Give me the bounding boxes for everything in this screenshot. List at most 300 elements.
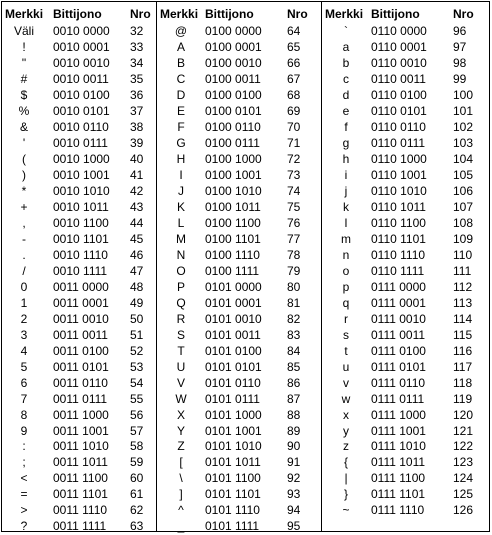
bits-cell: 0011 0000 — [53, 279, 109, 294]
char-cell: T — [177, 343, 185, 358]
char-cell: ` — [344, 24, 348, 38]
num-cell: 41 — [130, 167, 144, 182]
bits-cell: 0011 1001 — [53, 423, 109, 438]
header-row — [2, 5, 156, 23]
char-cell: : — [22, 439, 26, 454]
char-cell: Väli — [13, 24, 34, 38]
char-cell: g — [342, 135, 350, 150]
bits-cell: 0101 1011 — [205, 455, 261, 470]
num-cell: 40 — [130, 151, 144, 166]
char-cell: < — [20, 471, 28, 486]
num-cell: 69 — [287, 103, 301, 118]
char-cell: @ — [174, 24, 188, 38]
table-panel — [2, 2, 156, 534]
char-cell: U — [176, 359, 186, 374]
bits-cell: 0100 0110 — [205, 119, 261, 134]
bits-cell: 0110 0001 — [371, 39, 427, 54]
bits-cell: 0011 1100 — [53, 471, 108, 486]
num-cell: 50 — [130, 311, 144, 326]
char-cell: f — [344, 119, 348, 134]
num-cell: 102 — [453, 119, 474, 134]
char-cell: q — [342, 295, 350, 310]
bits-cell: 0101 0100 — [205, 343, 262, 358]
char-cell: 5 — [20, 359, 28, 374]
num-cell: 104 — [453, 151, 474, 166]
num-cell: 42 — [130, 183, 144, 198]
char-cell: l — [344, 215, 348, 230]
num-cell: 115 — [453, 327, 473, 342]
bits-cell: 0110 0110 — [371, 119, 426, 134]
bits-cell: 0111 0001 — [371, 295, 426, 310]
bits-cell: 0110 1101 — [371, 231, 426, 246]
header-row — [157, 5, 322, 23]
bits-cell: 0101 1111 — [205, 519, 260, 534]
bits-cell: 0011 1010 — [53, 439, 109, 454]
char-cell: n — [342, 247, 350, 262]
num-cell: 56 — [130, 407, 144, 422]
char-cell: ^ — [178, 503, 184, 518]
num-cell: 46 — [130, 247, 144, 262]
num-cell: 44 — [130, 215, 144, 230]
char-cell: t — [344, 343, 348, 358]
bits-cell: 0010 1001 — [53, 167, 110, 182]
bits-cell: 0100 1001 — [205, 167, 262, 182]
num-cell: 120 — [453, 407, 474, 422]
num-cell: 124 — [453, 471, 474, 486]
char-cell: / — [22, 263, 26, 278]
num-cell: 113 — [453, 295, 473, 310]
num-cell: 58 — [130, 439, 144, 454]
num-cell: 74 — [287, 183, 301, 198]
num-cell: 121 — [453, 423, 474, 438]
num-cell: 43 — [130, 199, 144, 214]
char-cell: j — [344, 183, 348, 198]
table-panel — [156, 2, 321, 534]
char-cell: 0 — [20, 279, 28, 294]
bits-cell: 0010 0010 — [53, 55, 110, 70]
num-cell: 32 — [130, 24, 144, 38]
bits-cell: 0111 1011 — [371, 455, 426, 470]
char-cell: c — [343, 71, 349, 86]
header-num: Nro — [130, 7, 151, 21]
num-cell: 94 — [287, 503, 301, 518]
num-cell: 73 — [287, 167, 301, 182]
num-cell: 119 — [453, 391, 473, 406]
num-cell: 66 — [287, 55, 301, 70]
char-cell: J — [178, 183, 184, 198]
char-cell: M — [176, 231, 186, 246]
char-cell: 7 — [20, 391, 28, 406]
bits-cell: 0110 1111 — [371, 263, 425, 278]
char-cell: 3 — [20, 327, 28, 342]
char-cell: I — [179, 167, 183, 182]
bits-cell: 0010 0001 — [53, 39, 110, 54]
num-cell: 91 — [287, 455, 301, 470]
bits-cell: 0110 1100 — [371, 215, 426, 230]
char-cell: & — [19, 119, 28, 134]
bits-cell: 0100 1011 — [205, 199, 261, 214]
char-cell: _ — [177, 519, 185, 534]
num-cell: 90 — [287, 439, 301, 454]
num-cell: 88 — [287, 407, 301, 422]
char-cell: ? — [20, 519, 28, 534]
char-cell: 6 — [20, 375, 28, 390]
bits-cell: 0011 0011 — [53, 327, 108, 342]
bits-cell: 0010 0100 — [53, 87, 110, 102]
char-cell: Q — [176, 295, 186, 310]
num-cell: 76 — [287, 215, 301, 230]
char-cell: p — [342, 279, 350, 294]
bits-cell: 0110 0011 — [371, 71, 426, 86]
header-char: Merkki — [5, 7, 44, 21]
table-row — [157, 517, 322, 535]
bits-cell: 0101 0111 — [205, 391, 260, 406]
char-cell: o — [342, 263, 350, 278]
header-row — [322, 5, 490, 23]
bits-cell: 0100 1000 — [205, 151, 262, 166]
char-cell: h — [342, 151, 350, 166]
bits-cell: 0010 0110 — [53, 119, 109, 134]
num-cell: 83 — [287, 327, 301, 342]
bits-cell: 0101 0001 — [205, 295, 262, 310]
num-cell: 106 — [453, 183, 474, 198]
bits-cell: 0011 0111 — [53, 391, 108, 406]
num-cell: 51 — [130, 327, 144, 342]
bits-cell: 0011 0101 — [53, 359, 109, 374]
bits-cell: 0101 1110 — [205, 503, 260, 518]
bits-cell: 0100 0010 — [205, 55, 262, 70]
bits-cell: 0101 0110 — [205, 375, 261, 390]
bits-cell: 0100 1010 — [205, 183, 262, 198]
num-cell: 108 — [453, 215, 474, 230]
bits-cell: 0101 1010 — [205, 439, 262, 454]
bits-cell: 0111 0011 — [371, 327, 426, 342]
char-cell: . — [22, 247, 26, 262]
num-cell: 99 — [453, 71, 467, 86]
bits-cell: 0111 1010 — [371, 439, 426, 454]
bits-cell: 0111 0110 — [371, 375, 426, 390]
num-cell: 112 — [453, 279, 473, 294]
char-cell: \ — [179, 471, 183, 486]
num-cell: 117 — [453, 359, 473, 374]
num-cell: 75 — [287, 199, 301, 214]
bits-cell: 0111 1110 — [371, 503, 425, 518]
bits-cell: 0010 1011 — [53, 199, 109, 214]
num-cell: 107 — [453, 199, 474, 214]
header-num: Nro — [453, 7, 474, 21]
char-cell: * — [21, 183, 27, 198]
num-cell: 39 — [130, 135, 144, 150]
char-cell: # — [20, 71, 28, 86]
num-cell: 93 — [287, 487, 301, 502]
char-cell: k — [343, 199, 349, 214]
char-cell: Z — [177, 439, 185, 454]
char-cell: G — [176, 135, 186, 150]
header-bits: Bittijono — [205, 7, 254, 21]
num-cell: 63 — [130, 519, 144, 534]
char-cell: | — [344, 471, 348, 486]
bits-cell: 0011 1111 — [53, 519, 107, 534]
bits-cell: 0110 0100 — [371, 87, 427, 102]
bits-cell: 0110 0000 — [371, 24, 427, 38]
bits-cell: 0111 0010 — [371, 311, 426, 326]
bits-cell: 0110 0010 — [371, 55, 427, 70]
char-cell: - — [22, 231, 26, 246]
num-cell: 80 — [287, 279, 301, 294]
num-cell: 33 — [130, 39, 144, 54]
char-cell: F — [177, 119, 185, 134]
num-cell: 87 — [287, 391, 301, 406]
char-cell: b — [342, 55, 350, 70]
bits-cell: 0011 1101 — [53, 487, 108, 502]
bits-cell: 0011 1000 — [53, 407, 109, 422]
bits-cell: 0100 0111 — [205, 135, 260, 150]
num-cell: 77 — [287, 231, 301, 246]
bits-cell: 0011 1110 — [53, 503, 108, 518]
bits-cell: 0010 0111 — [53, 135, 108, 150]
bits-cell: 0010 1110 — [53, 247, 108, 262]
bits-cell: 0110 1110 — [371, 247, 426, 262]
bits-cell: 0010 1111 — [53, 263, 108, 278]
bits-cell: 0100 1110 — [205, 247, 260, 262]
char-cell: w — [341, 391, 351, 406]
num-cell: 59 — [130, 455, 144, 470]
num-cell: 35 — [130, 71, 144, 86]
bits-cell: 0111 1101 — [371, 487, 426, 502]
char-cell: E — [176, 103, 185, 118]
num-cell: 64 — [287, 24, 301, 38]
char-cell: ~ — [342, 503, 350, 518]
ascii-table — [1, 1, 490, 532]
num-cell: 81 — [287, 295, 301, 310]
char-cell: 9 — [20, 423, 28, 438]
num-cell: 96 — [453, 24, 467, 38]
char-cell: 4 — [20, 343, 28, 358]
bits-cell: 0101 1101 — [205, 487, 261, 502]
bits-cell: 0101 0000 — [205, 279, 262, 294]
table-row — [322, 501, 490, 519]
bits-cell: 0100 1100 — [205, 215, 261, 230]
char-cell: K — [176, 199, 185, 214]
char-cell: = — [20, 487, 28, 502]
bits-cell: 0100 1111 — [205, 263, 260, 278]
num-cell: 103 — [453, 135, 474, 150]
num-cell: 38 — [130, 119, 144, 134]
num-cell: 118 — [453, 375, 473, 390]
char-cell: ( — [22, 151, 26, 166]
bits-cell: 0011 0100 — [53, 343, 109, 358]
num-cell: 65 — [287, 39, 301, 54]
num-cell: 109 — [453, 231, 474, 246]
char-cell: L — [177, 215, 185, 230]
num-cell: 85 — [287, 359, 301, 374]
char-cell: 2 — [20, 311, 28, 326]
num-cell: 111 — [453, 263, 472, 278]
bits-cell: 0100 0101 — [205, 103, 262, 118]
num-cell: 95 — [287, 519, 301, 534]
char-cell: s — [343, 327, 349, 342]
num-cell: 89 — [287, 423, 301, 438]
char-cell: ' — [22, 135, 26, 150]
char-cell: 8 — [20, 407, 28, 422]
num-cell: 67 — [287, 71, 301, 86]
header-bits: Bittijono — [371, 7, 420, 21]
char-cell: m — [341, 231, 351, 246]
bits-cell: 0010 1010 — [53, 183, 110, 198]
char-cell: i — [344, 167, 348, 182]
char-cell: 1 — [20, 295, 28, 310]
bits-cell: 0101 1001 — [205, 423, 262, 438]
bits-cell: 0111 1000 — [371, 407, 426, 422]
bits-cell: 0111 0101 — [371, 359, 426, 374]
char-cell: " — [21, 55, 27, 70]
bits-cell: 0101 1100 — [205, 471, 261, 486]
char-cell: B — [176, 55, 185, 70]
bits-cell: 0101 0010 — [205, 311, 262, 326]
num-cell: 45 — [130, 231, 144, 246]
char-cell: Y — [176, 423, 185, 438]
char-cell: A — [176, 39, 185, 54]
char-cell: , — [22, 215, 26, 230]
bits-cell: 0011 1011 — [53, 455, 108, 470]
num-cell: 79 — [287, 263, 301, 278]
bits-cell: 0111 1100 — [371, 471, 426, 486]
num-cell: 54 — [130, 375, 144, 390]
num-cell: 71 — [287, 135, 301, 150]
num-cell: 123 — [453, 455, 474, 470]
bits-cell: 0100 0011 — [205, 71, 261, 86]
char-cell: W — [175, 391, 187, 406]
char-cell: R — [176, 311, 186, 326]
char-cell: y — [343, 423, 349, 438]
num-cell: 55 — [130, 391, 144, 406]
bits-cell: 0111 0100 — [371, 343, 426, 358]
num-cell: 70 — [287, 119, 301, 134]
num-cell: 60 — [130, 471, 144, 486]
char-cell: O — [176, 263, 186, 278]
char-cell: H — [176, 151, 186, 166]
bits-cell: 0011 0110 — [53, 375, 108, 390]
num-cell: 82 — [287, 311, 301, 326]
bits-cell: 0101 0011 — [205, 327, 261, 342]
char-cell: { — [343, 455, 348, 470]
char-cell: P — [176, 279, 185, 294]
bits-cell: 0010 1101 — [53, 231, 109, 246]
num-cell: 62 — [130, 503, 144, 518]
char-cell: S — [176, 327, 185, 342]
num-cell: 48 — [130, 279, 144, 294]
num-cell: 72 — [287, 151, 301, 166]
num-cell: 98 — [453, 55, 467, 70]
bits-cell: 0100 0001 — [205, 39, 262, 54]
num-cell: 97 — [453, 39, 467, 54]
header-bits: Bittijono — [53, 7, 102, 21]
header-char: Merkki — [325, 7, 364, 21]
num-cell: 68 — [287, 87, 301, 102]
num-cell: 47 — [130, 263, 144, 278]
bits-cell: 0010 1100 — [53, 215, 109, 230]
num-cell: 116 — [453, 343, 473, 358]
bits-cell: 0111 1001 — [371, 423, 426, 438]
char-cell: [ — [179, 455, 183, 470]
char-cell: ! — [22, 39, 26, 54]
num-cell: 37 — [130, 103, 144, 118]
char-cell: ; — [22, 455, 26, 470]
char-cell: $ — [20, 87, 28, 102]
char-cell: d — [342, 87, 350, 102]
bits-cell: 0011 0001 — [53, 295, 109, 310]
num-cell: 125 — [453, 487, 474, 502]
char-cell: D — [176, 87, 186, 102]
num-cell: 114 — [453, 311, 473, 326]
char-cell: V — [176, 375, 185, 390]
bits-cell: 0110 1010 — [371, 183, 427, 198]
num-cell: 78 — [287, 247, 301, 262]
char-cell: e — [342, 103, 350, 118]
bits-cell: 0100 1101 — [205, 231, 261, 246]
char-cell: } — [343, 487, 348, 502]
bits-cell: 0010 0101 — [53, 103, 110, 118]
header-num: Nro — [287, 7, 308, 21]
num-cell: 61 — [130, 487, 144, 502]
char-cell: % — [18, 103, 30, 118]
num-cell: 84 — [287, 343, 301, 358]
bits-cell: 0110 1000 — [371, 151, 427, 166]
num-cell: 126 — [453, 503, 474, 518]
bits-cell: 0010 0000 — [53, 24, 110, 38]
num-cell: 101 — [453, 103, 474, 118]
num-cell: 34 — [130, 55, 144, 70]
num-cell: 52 — [130, 343, 144, 358]
bits-cell: 0010 0011 — [53, 71, 109, 86]
num-cell: 86 — [287, 375, 301, 390]
table-panel — [321, 2, 489, 531]
num-cell: 36 — [130, 87, 144, 102]
bits-cell: 0100 0000 — [205, 24, 262, 38]
bits-cell: 0101 0101 — [205, 359, 262, 374]
char-cell: > — [20, 503, 28, 518]
bits-cell: 0110 0111 — [371, 135, 426, 150]
num-cell: 92 — [287, 471, 301, 486]
char-cell: C — [176, 71, 186, 86]
num-cell: 100 — [453, 87, 474, 102]
char-cell: x — [343, 407, 349, 422]
char-cell: + — [20, 199, 28, 214]
bits-cell: 0111 0000 — [371, 279, 426, 294]
num-cell: 53 — [130, 359, 144, 374]
num-cell: 57 — [130, 423, 144, 438]
num-cell: 49 — [130, 295, 144, 310]
bits-cell: 0110 0101 — [371, 103, 427, 118]
header-char: Merkki — [160, 7, 199, 21]
char-cell: r — [344, 311, 348, 326]
char-cell: z — [343, 439, 349, 454]
num-cell: 122 — [453, 439, 474, 454]
num-cell: 110 — [453, 247, 473, 262]
bits-cell: 0011 0010 — [53, 311, 109, 326]
table-row — [2, 517, 156, 535]
bits-cell: 0010 1000 — [53, 151, 110, 166]
bits-cell: 0111 0111 — [371, 391, 425, 406]
char-cell: ] — [179, 487, 183, 502]
char-cell: v — [343, 375, 349, 390]
char-cell: a — [342, 39, 350, 54]
char-cell: ) — [22, 167, 26, 182]
bits-cell: 0110 1011 — [371, 199, 426, 214]
char-cell: u — [342, 359, 350, 374]
num-cell: 105 — [453, 167, 474, 182]
bits-cell: 0110 1001 — [371, 167, 427, 182]
